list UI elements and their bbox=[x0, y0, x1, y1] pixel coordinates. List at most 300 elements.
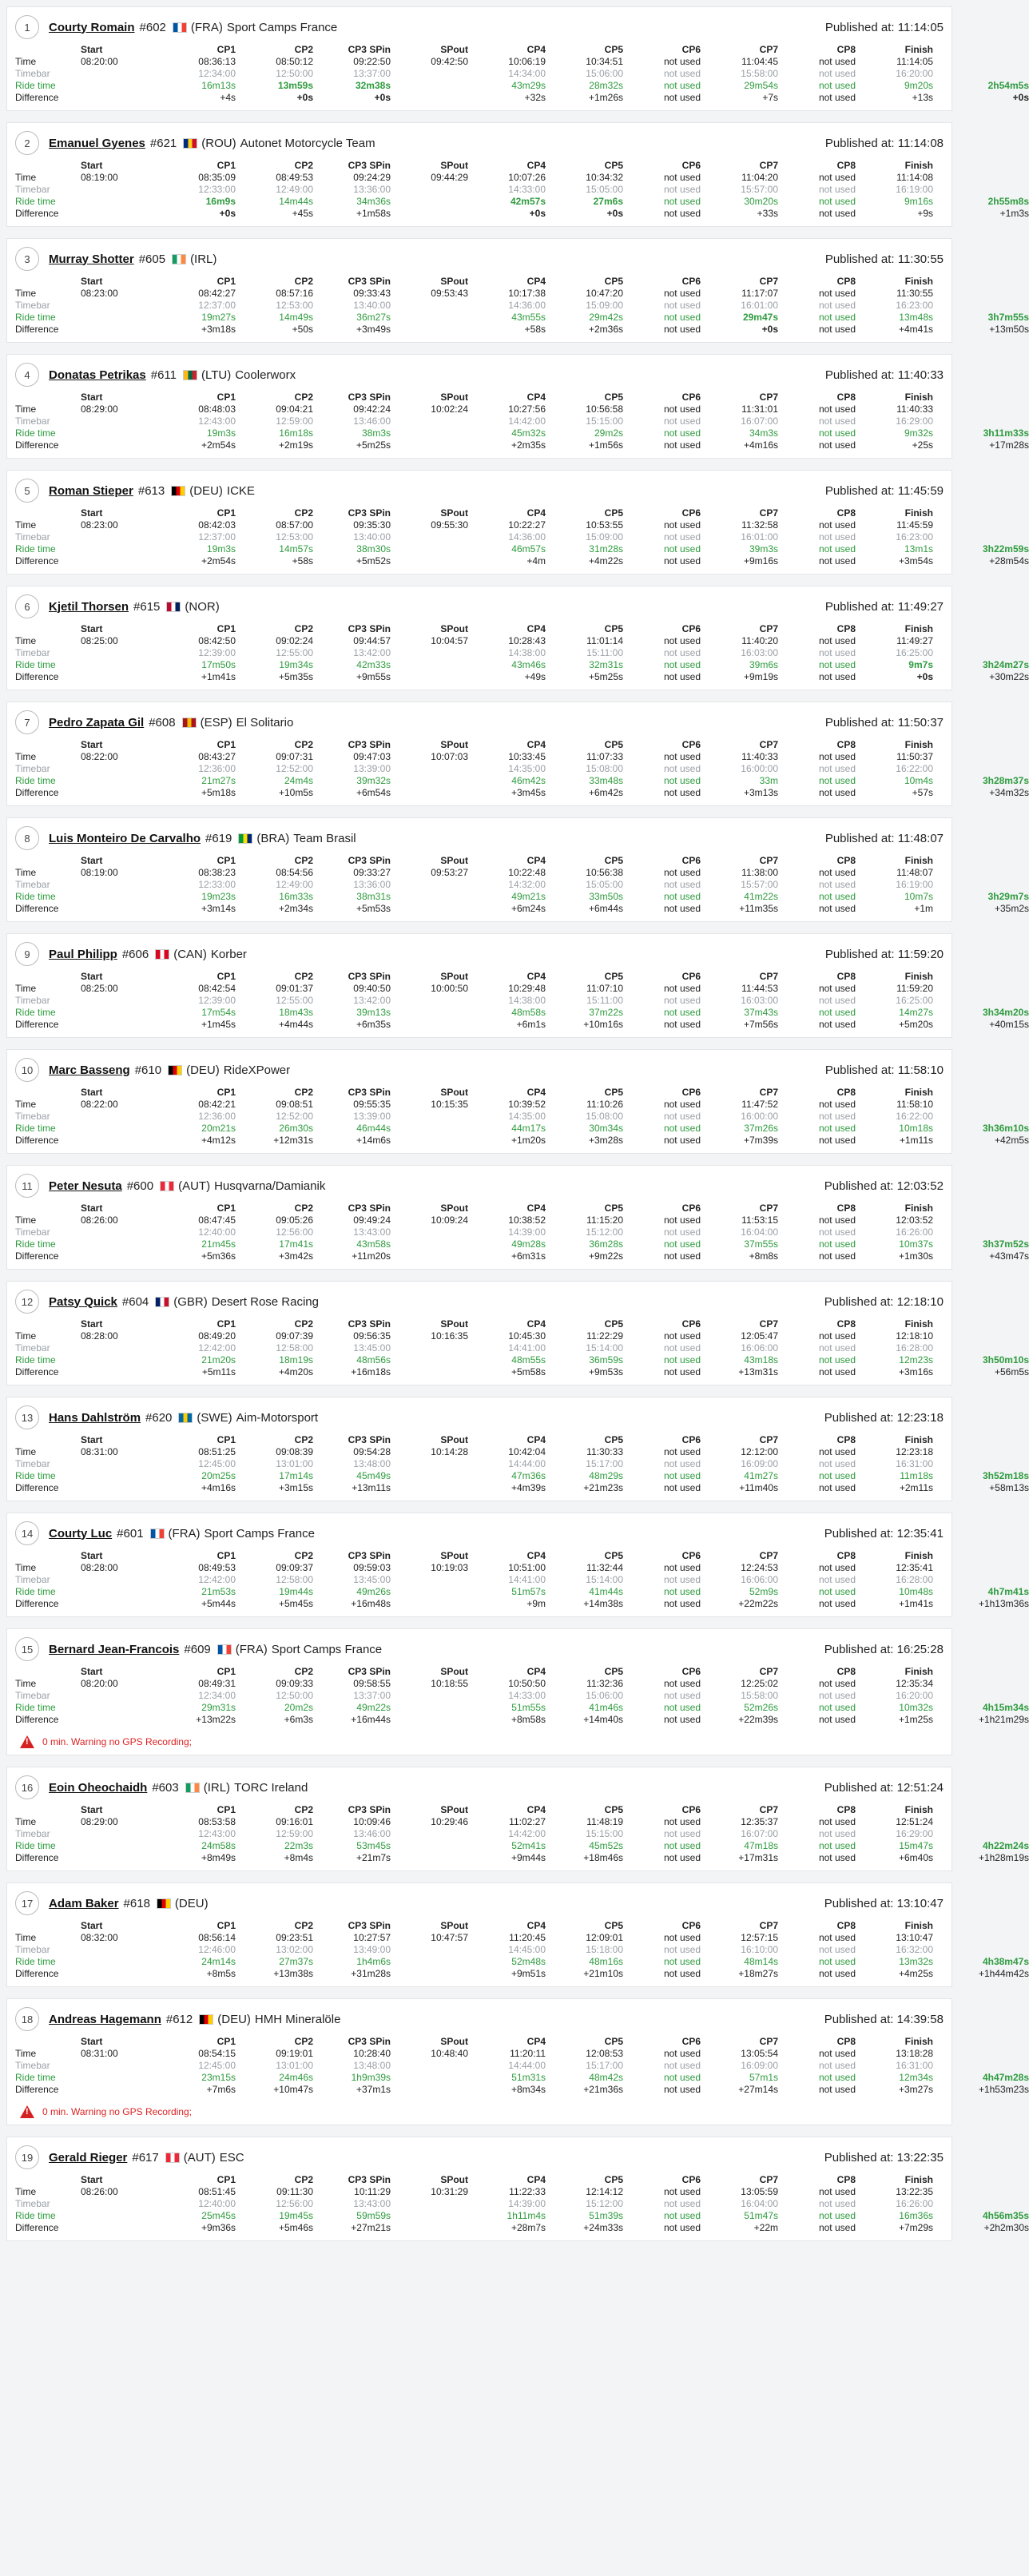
time-cell: +6m40s bbox=[898, 1852, 933, 1863]
time-cell bbox=[391, 1852, 468, 1864]
time-cell: 09:08:39 bbox=[276, 1446, 313, 1457]
time-cell: +1h21m29s bbox=[978, 1714, 1029, 1725]
time-cell: 20m2s bbox=[284, 1702, 313, 1713]
time-cell: 11:32:44 bbox=[586, 1562, 623, 1573]
row-label: Timebar bbox=[15, 1574, 50, 1585]
time-cell: +1m45s bbox=[201, 1019, 236, 1030]
time-cell: 12:59:00 bbox=[276, 1828, 313, 1839]
time-cell: not used bbox=[818, 1852, 856, 1863]
row-label: Timebar bbox=[15, 415, 50, 427]
time-cell: 13:39:00 bbox=[353, 1111, 391, 1122]
time-cell: 08:28:00 bbox=[81, 1330, 118, 1342]
time-cell: 10:04:57 bbox=[431, 635, 468, 646]
time-cell bbox=[933, 867, 1029, 879]
time-cell bbox=[391, 1226, 468, 1238]
time-cell: not used bbox=[663, 2072, 701, 2083]
time-cell: +9m53s bbox=[588, 1366, 623, 1377]
time-cell bbox=[391, 1714, 468, 1726]
timebar-row bbox=[15, 879, 1029, 891]
time-cell: 12m34s bbox=[899, 2072, 933, 2083]
time-cell: not used bbox=[663, 439, 701, 451]
time-cell: 4h22m24s bbox=[982, 1840, 1029, 1851]
time-cell: 4h7m41s bbox=[987, 1586, 1029, 1597]
time-cell: not used bbox=[818, 1714, 856, 1725]
time-cell: +9m36s bbox=[201, 2222, 236, 2233]
checkpoint-header: CP8 bbox=[836, 1087, 856, 1098]
time-cell: 37m26s bbox=[744, 1123, 778, 1134]
row-label: Time bbox=[15, 867, 37, 878]
time-cell: 08:51:45 bbox=[198, 2186, 236, 2197]
checkpoint-header: CP7 bbox=[759, 44, 778, 55]
time-cell: 08:23:00 bbox=[81, 519, 118, 531]
timebar-row bbox=[15, 184, 1029, 196]
time-cell: 10:09:46 bbox=[353, 1816, 391, 1827]
time-cell: not used bbox=[818, 1482, 856, 1493]
rider-name-link[interactable]: Pedro Zapata Gil bbox=[49, 715, 145, 729]
time-cell: 11:49:27 bbox=[896, 635, 933, 646]
time-cell: 10m37s bbox=[899, 1238, 933, 1250]
country-code: (AUT) bbox=[183, 2150, 216, 2165]
time-cell: 47m36s bbox=[511, 1470, 546, 1481]
time-cell bbox=[933, 1828, 1029, 1840]
time-cell: +1m3s bbox=[999, 208, 1029, 219]
checkpoint-header: CP3 SPin bbox=[348, 1203, 391, 1214]
time-cell: not used bbox=[663, 1944, 701, 1955]
time-cell: +0s bbox=[296, 92, 313, 103]
position-badge: 10 bbox=[15, 1058, 39, 1082]
time-cell: +0s bbox=[1012, 92, 1029, 103]
time-cell: 08:49:53 bbox=[276, 172, 313, 183]
time-cell: 08:54:56 bbox=[276, 867, 313, 878]
row-label: Timebar bbox=[15, 184, 50, 195]
time-cell: 12:53:00 bbox=[276, 300, 313, 311]
time-cell: +6m35s bbox=[356, 1019, 391, 1030]
time-cell: 12:45:00 bbox=[198, 2060, 236, 2071]
rider-number: #601 bbox=[117, 1526, 144, 1540]
time-cell: 15:05:00 bbox=[586, 184, 623, 195]
checkpoint-header: CP6 bbox=[681, 855, 701, 866]
time-cell: +56m5s bbox=[994, 1366, 1029, 1377]
time-cell: 08:20:00 bbox=[81, 1678, 118, 1689]
row-label: Time bbox=[15, 635, 37, 646]
time-cell: +16m48s bbox=[351, 1598, 391, 1609]
result-card bbox=[6, 933, 1029, 1038]
time-cell: not used bbox=[663, 1714, 701, 1725]
time-cell: not used bbox=[818, 751, 856, 762]
time-cell: +3m18s bbox=[201, 324, 236, 335]
time-cell: not used bbox=[818, 439, 856, 451]
country-flag-icon bbox=[238, 833, 252, 844]
time-cell: not used bbox=[663, 288, 701, 299]
checkpoint-header: CP1 bbox=[217, 2036, 236, 2047]
row-label: Time bbox=[15, 403, 37, 415]
rider-name-link[interactable]: Peter Nesuta bbox=[49, 1179, 122, 1193]
time-cell: 10:22:27 bbox=[508, 519, 546, 531]
time-cell: 11:07:10 bbox=[586, 983, 623, 994]
time-cell bbox=[391, 787, 468, 799]
checkpoint-header: Finish bbox=[904, 160, 933, 171]
checkpoint-header: CP8 bbox=[836, 855, 856, 866]
time-cell: 16:31:00 bbox=[896, 2060, 933, 2071]
time-cell: +0s bbox=[916, 671, 933, 682]
time-cell bbox=[391, 879, 468, 891]
checkpoint-header: CP7 bbox=[759, 507, 778, 519]
time-cell: not used bbox=[818, 2210, 856, 2221]
checkpoint-header: CP6 bbox=[681, 1434, 701, 1445]
time-cell: 13:39:00 bbox=[353, 763, 391, 774]
checkpoint-header: SPout bbox=[440, 1087, 468, 1098]
time-row bbox=[15, 2186, 1029, 2198]
time-cell bbox=[391, 80, 468, 92]
rider-name-link[interactable]: Courty Romain bbox=[49, 20, 135, 34]
row-label: Timebar bbox=[15, 1944, 50, 1955]
checkpoint-header bbox=[933, 1087, 1029, 1099]
time-cell: 12:42:00 bbox=[198, 1342, 236, 1354]
checkpoint-header: CP8 bbox=[836, 1920, 856, 1931]
published-time: Published at: 11:45:59 bbox=[824, 483, 944, 498]
time-cell: 09:47:03 bbox=[353, 751, 391, 762]
rider-name-link[interactable]: Gerald Rieger bbox=[49, 2150, 128, 2165]
time-cell: 08:56:14 bbox=[198, 1932, 236, 1943]
time-cell: +31m28s bbox=[351, 1968, 391, 1979]
time-cell: 16:10:00 bbox=[741, 1944, 778, 1955]
time-cell: 16:29:00 bbox=[896, 415, 933, 427]
card-header bbox=[15, 826, 944, 850]
rider-name-link[interactable]: Eoin Oheochaidh bbox=[49, 1780, 148, 1795]
result-card bbox=[6, 2137, 1029, 2241]
time-cell: 13:36:00 bbox=[353, 879, 391, 890]
checkpoint-header: SPout bbox=[440, 1318, 468, 1330]
checkpoint-header: CP4 bbox=[526, 855, 546, 866]
checkpoint-header: CP7 bbox=[759, 971, 778, 982]
time-cell: +0s bbox=[606, 208, 623, 219]
time-cell bbox=[391, 427, 468, 439]
time-cell: 41m27s bbox=[744, 1470, 778, 1481]
team-name: TORC Ireland bbox=[234, 1780, 308, 1795]
time-cell: not used bbox=[818, 903, 856, 914]
checkpoint-header: CP6 bbox=[681, 276, 701, 287]
checkpoint-header: Start bbox=[81, 1318, 103, 1330]
time-cell: not used bbox=[663, 2210, 701, 2221]
time-cell: not used bbox=[818, 1366, 856, 1377]
time-cell bbox=[81, 1956, 158, 1968]
time-cell: 3h37m52s bbox=[982, 1238, 1029, 1250]
time-cell: +58s bbox=[524, 324, 546, 335]
time-cell: 14:32:00 bbox=[508, 879, 546, 890]
time-cell bbox=[391, 1482, 468, 1494]
position-badge: 7 bbox=[15, 710, 39, 734]
time-cell: 12:09:01 bbox=[586, 1932, 623, 1943]
rider-name-link[interactable]: Hans Dahlström bbox=[49, 1410, 141, 1425]
time-cell: +5m11s bbox=[201, 1366, 236, 1377]
time-cell: +2m36s bbox=[588, 324, 623, 335]
checkpoint-header: CP2 bbox=[294, 392, 313, 403]
row-label: Difference bbox=[15, 92, 59, 103]
checkpoint-header: Finish bbox=[904, 1550, 933, 1561]
checkpoint-header: Start bbox=[81, 2036, 103, 2047]
row-label: Timebar bbox=[15, 647, 50, 658]
rider-number: #613 bbox=[137, 483, 165, 498]
checkpoint-header-row bbox=[15, 1920, 1029, 1932]
time-cell: 16:00:00 bbox=[741, 1111, 778, 1122]
time-cell: 31m28s bbox=[589, 543, 623, 555]
time-cell: 09:55:35 bbox=[353, 1099, 391, 1110]
checkpoint-header: CP1 bbox=[217, 44, 236, 55]
country-code: (CAN) bbox=[173, 947, 207, 961]
time-cell: +2m34s bbox=[278, 903, 313, 914]
time-cell bbox=[81, 1111, 158, 1123]
rider-name-link[interactable]: Roman Stieper bbox=[49, 483, 133, 498]
checkpoint-header: CP4 bbox=[526, 623, 546, 634]
time-cell bbox=[81, 1342, 158, 1354]
time-cell: 15:58:00 bbox=[741, 1690, 778, 1701]
checkpoint-header: Start bbox=[81, 855, 103, 866]
time-row bbox=[15, 1816, 1029, 1828]
checkpoint-header: CP6 bbox=[681, 971, 701, 982]
time-cell: +27m14s bbox=[738, 2084, 778, 2095]
time-cell: not used bbox=[818, 2222, 856, 2233]
rider-name-link[interactable]: Adam Baker bbox=[49, 1896, 119, 1910]
time-cell: 16m36s bbox=[899, 2210, 933, 2221]
time-cell: 10:29:46 bbox=[431, 1816, 468, 1827]
time-cell: 41m22s bbox=[744, 891, 778, 902]
row-label: Difference bbox=[15, 1019, 59, 1030]
time-cell: +6m44s bbox=[588, 903, 623, 914]
time-cell: +1h13m36s bbox=[978, 1598, 1029, 1609]
result-card bbox=[6, 1628, 1029, 1755]
rider-name-link[interactable]: Donatas Petrikas bbox=[49, 368, 146, 382]
time-cell: 13:45:00 bbox=[353, 1342, 391, 1354]
time-cell: +3m15s bbox=[278, 1482, 313, 1493]
time-cell: 33m50s bbox=[589, 891, 623, 902]
time-cell bbox=[933, 1342, 1029, 1354]
time-cell: 14:34:00 bbox=[508, 68, 546, 79]
time-cell: 14:42:00 bbox=[508, 1828, 546, 1839]
card-header bbox=[15, 942, 944, 966]
time-cell bbox=[933, 1330, 1029, 1342]
checkpoint-header: SPout bbox=[440, 2174, 468, 2185]
time-cell bbox=[391, 1123, 468, 1135]
time-cell: 11m18s bbox=[900, 1470, 933, 1481]
time-cell: not used bbox=[818, 531, 856, 543]
time-cell: +1m56s bbox=[588, 439, 623, 451]
checkpoint-header: Finish bbox=[904, 1203, 933, 1214]
time-cell: 11:40:33 bbox=[896, 403, 933, 415]
result-card bbox=[6, 1165, 1029, 1270]
checkpoint-header: CP1 bbox=[217, 1318, 236, 1330]
checkpoint-header: CP8 bbox=[836, 276, 856, 287]
warning-icon bbox=[20, 2105, 34, 2118]
checkpoint-header: CP8 bbox=[836, 1203, 856, 1214]
ride-time-row bbox=[15, 891, 1029, 903]
time-cell: not used bbox=[818, 1099, 856, 1110]
time-cell: +10m16s bbox=[583, 1019, 623, 1030]
timebar-row bbox=[15, 763, 1029, 775]
rider-name-link[interactable]: Courty Luc bbox=[49, 1526, 113, 1540]
timebar-row bbox=[15, 1342, 1029, 1354]
row-label: Time bbox=[15, 1562, 37, 1573]
ride-time-row bbox=[15, 80, 1029, 92]
rider-name-link[interactable]: Paul Philipp bbox=[49, 947, 117, 961]
time-cell bbox=[81, 80, 158, 92]
checkpoint-header: CP7 bbox=[759, 623, 778, 634]
time-cell: 16:01:00 bbox=[741, 531, 778, 543]
checkpoint-header: CP7 bbox=[759, 1434, 778, 1445]
time-cell: 11:53:15 bbox=[741, 1214, 778, 1226]
time-cell: +5m25s bbox=[356, 439, 391, 451]
country-code: (ESP) bbox=[200, 715, 232, 729]
time-cell: 16:26:00 bbox=[896, 2198, 933, 2209]
time-cell: +30m22s bbox=[989, 671, 1029, 682]
checkpoint-header: CP1 bbox=[217, 623, 236, 634]
checkpoint-header: CP7 bbox=[759, 1920, 778, 1931]
checkpoint-header: CP4 bbox=[526, 1666, 546, 1677]
time-cell: not used bbox=[663, 2186, 701, 2197]
time-row bbox=[15, 1678, 1029, 1690]
time-cell bbox=[933, 519, 1029, 531]
time-cell: not used bbox=[663, 1123, 701, 1134]
row-label: Time bbox=[15, 1214, 37, 1226]
country-flag-icon bbox=[150, 1529, 165, 1539]
time-cell bbox=[391, 1574, 468, 1586]
time-cell: 37m43s bbox=[744, 1007, 778, 1018]
ride-time-row bbox=[15, 312, 1029, 324]
time-cell bbox=[391, 1366, 468, 1378]
checkpoint-header: CP3 SPin bbox=[348, 160, 391, 171]
checkpoint-header bbox=[933, 392, 1029, 403]
country-flag-icon bbox=[166, 602, 181, 612]
country-code: (DEU) bbox=[174, 1896, 209, 1910]
checkpoint-header: CP5 bbox=[604, 1666, 623, 1677]
time-cell bbox=[81, 1019, 158, 1031]
time-cell: 12:08:53 bbox=[586, 2048, 623, 2059]
time-cell bbox=[391, 1828, 468, 1840]
checkpoint-header: CP2 bbox=[294, 1550, 313, 1561]
time-cell: 15:05:00 bbox=[586, 879, 623, 890]
checkpoint-header: CP5 bbox=[604, 1920, 623, 1931]
ride-time-row bbox=[15, 2072, 1029, 2084]
rider-name-link[interactable]: Patsy Quick bbox=[49, 1294, 117, 1309]
time-cell: +6m3s bbox=[284, 1714, 313, 1725]
time-cell bbox=[391, 1342, 468, 1354]
team-name: ESC bbox=[219, 2150, 244, 2165]
time-cell: 36m27s bbox=[356, 312, 391, 323]
time-cell: 10:28:40 bbox=[353, 2048, 391, 2059]
time-cell: +32s bbox=[524, 92, 546, 103]
time-cell: 08:19:00 bbox=[81, 172, 118, 183]
time-cell: +4m44s bbox=[278, 1019, 313, 1030]
published-time: Published at: 13:22:35 bbox=[824, 2150, 944, 2165]
time-cell: 13:40:00 bbox=[353, 531, 391, 543]
country-flag-icon bbox=[157, 1898, 171, 1909]
header-spacer bbox=[15, 2174, 81, 2186]
rider-name-link[interactable]: Andreas Hagemann bbox=[49, 2012, 161, 2026]
time-cell: 10:07:26 bbox=[508, 172, 546, 183]
rider-name-link[interactable]: Bernard Jean-Francois bbox=[49, 1642, 180, 1656]
card-header bbox=[15, 363, 944, 387]
time-cell bbox=[81, 1354, 158, 1366]
checkpoint-header: CP8 bbox=[836, 1318, 856, 1330]
time-cell: 13:37:00 bbox=[353, 1690, 391, 1701]
time-cell: +11m40s bbox=[739, 1482, 778, 1493]
time-cell: +10m5s bbox=[278, 787, 313, 798]
checkpoint-header-row bbox=[15, 160, 1029, 172]
checkpoint-header: Finish bbox=[904, 1087, 933, 1098]
country-code: (DEU) bbox=[217, 2012, 251, 2026]
time-cell: 14:39:00 bbox=[508, 1226, 546, 1238]
time-cell: not used bbox=[818, 1135, 856, 1146]
time-cell: +0s bbox=[761, 324, 778, 335]
time-cell bbox=[391, 196, 468, 208]
time-cell bbox=[933, 635, 1029, 647]
times-table bbox=[15, 160, 1029, 220]
time-cell: not used bbox=[818, 1968, 856, 1979]
rider-name-link[interactable]: Kjetil Thorsen bbox=[49, 599, 129, 614]
time-cell: 16:22:00 bbox=[896, 1111, 933, 1122]
time-cell: +17m31s bbox=[738, 1852, 778, 1863]
time-cell bbox=[933, 1816, 1029, 1828]
checkpoint-header: CP4 bbox=[526, 971, 546, 982]
time-cell: not used bbox=[818, 1574, 856, 1585]
checkpoint-header: CP1 bbox=[217, 1666, 236, 1677]
time-cell: 37m22s bbox=[589, 1007, 623, 1018]
time-cell: 09:56:35 bbox=[353, 1330, 391, 1342]
position-badge: 18 bbox=[15, 2007, 39, 2031]
time-cell: 11:40:20 bbox=[741, 635, 778, 646]
time-cell: 15m47s bbox=[899, 1840, 933, 1851]
time-cell: 15:06:00 bbox=[586, 68, 623, 79]
checkpoint-header: CP8 bbox=[836, 1804, 856, 1815]
rider-name-link[interactable]: Emanuel Gyenes bbox=[49, 136, 145, 150]
time-cell bbox=[81, 439, 158, 451]
time-cell: 09:11:30 bbox=[276, 2186, 313, 2197]
time-cell: 08:49:31 bbox=[198, 1678, 236, 1689]
time-cell: +3m45s bbox=[511, 787, 546, 798]
time-cell: 34m3s bbox=[749, 427, 778, 439]
time-cell: 15:06:00 bbox=[586, 1690, 623, 1701]
time-cell: 12:50:00 bbox=[276, 1690, 313, 1701]
rider-number: #617 bbox=[132, 2150, 159, 2165]
rider-name-link[interactable]: Marc Basseng bbox=[49, 1063, 130, 1077]
ride-time-row bbox=[15, 1238, 1029, 1250]
position-badge: 14 bbox=[15, 1521, 39, 1545]
country-code: (LTU) bbox=[201, 368, 232, 382]
time-cell: not used bbox=[818, 1702, 856, 1713]
checkpoint-header: Start bbox=[81, 1203, 103, 1214]
published-time: Published at: 12:35:41 bbox=[824, 1526, 944, 1540]
times-table bbox=[15, 739, 1029, 799]
rider-name-link[interactable]: Luis Monteiro De Carvalho bbox=[49, 831, 201, 845]
checkpoint-header: SPout bbox=[440, 44, 468, 55]
time-cell: 11:22:33 bbox=[509, 2186, 546, 2197]
country-code: (BRA) bbox=[256, 831, 290, 845]
time-cell: 12:56:00 bbox=[276, 2198, 313, 2209]
time-cell: 11:20:45 bbox=[509, 1932, 546, 1943]
time-cell: 12:37:00 bbox=[198, 531, 236, 543]
time-cell: 09:22:50 bbox=[353, 56, 391, 67]
row-label: Timebar bbox=[15, 1226, 50, 1238]
checkpoint-header bbox=[933, 1666, 1029, 1678]
time-cell bbox=[81, 1690, 158, 1702]
time-cell: 9m7s bbox=[908, 659, 933, 670]
row-label: Ride time bbox=[15, 427, 56, 439]
time-cell bbox=[933, 403, 1029, 415]
time-cell bbox=[81, 2222, 158, 2234]
time-cell: 08:26:00 bbox=[81, 1214, 118, 1226]
time-cell: not used bbox=[818, 1678, 856, 1689]
rider-name-link[interactable]: Murray Shotter bbox=[49, 252, 134, 266]
time-cell bbox=[391, 312, 468, 324]
